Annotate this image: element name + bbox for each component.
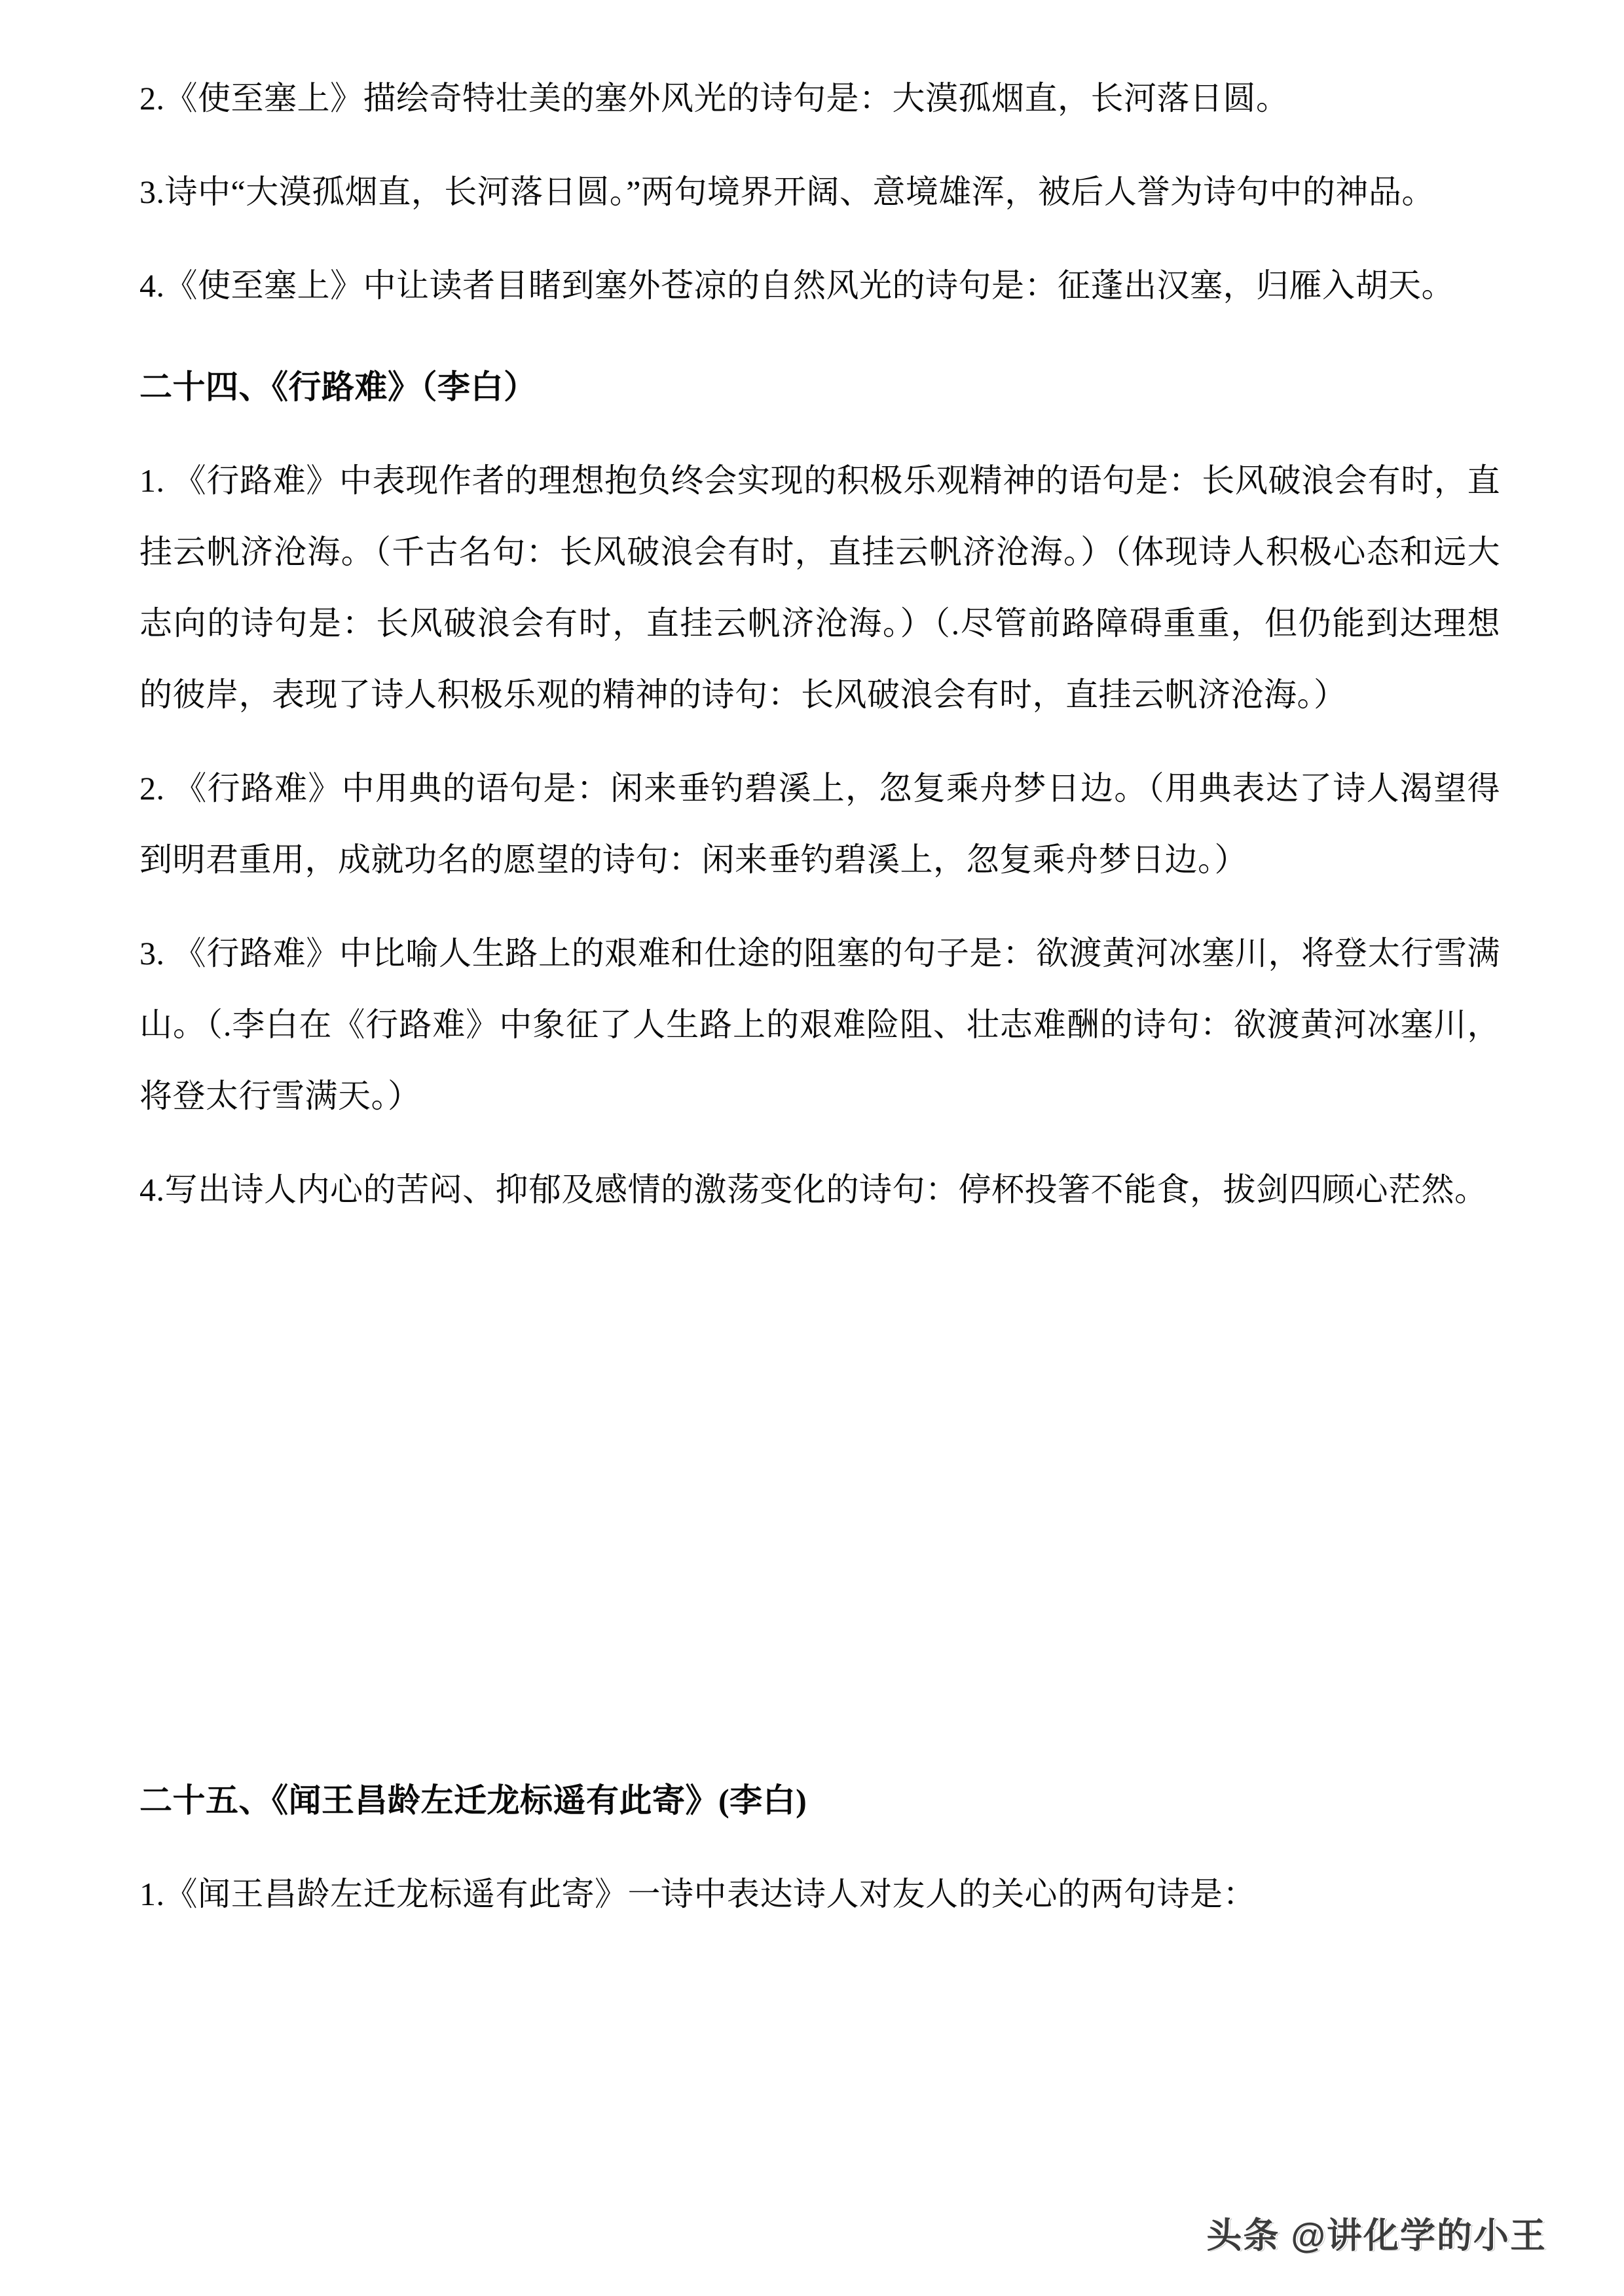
paragraph-item-2-shizhisaishang: 2.《使至塞上》描绘奇特壮美的塞外风光的诗句是：大漠孤烟直，长河落日圆。 (139, 80, 1289, 117)
paragraph-item-4-shizhisaishang: 4.《使至塞上》中让读者目睹到塞外苍凉的自然风光的诗句是：征蓬出汉塞，归雁入胡天。 (139, 267, 1454, 304)
paragraph-item-24-2: 2. 《行路难》中用典的语句是：闲来垂钓碧溪上，忽复乘舟梦日边。（用典表达了诗人渴望得到明君重用，成就功名的愿望的诗句：闲来垂钓碧溪上，忽复乘舟梦日边。） (139, 770, 1500, 878)
paragraph-item-24-3: 3. 《行路难》中比喻人生路上的艰难和仕途的阻塞的句子是：欲渡黄河冰塞川，将登太行雪满山。（.李白在《行路难》中象征了人生路上的艰难险阻、壮志难酬的诗句：欲渡黄河冰塞川，将登太行雪满天。） (139, 935, 1500, 1114)
blank-spacer (139, 1248, 1500, 1444)
section-heading-24: 二十四、《行路难》（李白） (139, 369, 537, 405)
paragraph-item-24-1: 1. 《行路难》中表现作者的理想抱负终会实现的积极乐观精神的语句是：长风破浪会有时，直挂云帆济沧海。（千古名句：长风破浪会有时，直挂云帆济沧海。）（体现诗人积极心态和远大志向的诗句是：长风破浪会有时，直挂云帆济沧海。）（.尽管前路障碍重重，但仍能到达理想的彼岸，表现了诗人积极乐观的精神的诗句：长风破浪会有时，直挂云帆济沧海。） (139, 462, 1500, 713)
watermark (1206, 2208, 1547, 2258)
paragraph-item-3-shizhong: 3.诗中“大漠孤烟直，长河落日圆。”两句境界开阔、意境雄浑，被后人誉为诗句中的神品。 (139, 173, 1435, 210)
watermark-text: 头条 @讲化学的小王 (1206, 2216, 1547, 2255)
document-body (139, 63, 1500, 1952)
section-heading-25: 二十五、《闻王昌龄左迁龙标遥有此寄》(李白) (139, 1782, 807, 1819)
paragraph-item-25-1: 1.《闻王昌龄左迁龙标遥有此寄》一诗中表达诗人对友人的关心的两句诗是： (139, 1876, 1256, 1912)
paragraph-item-24-4: 4.写出诗人内心的苦闷、抑郁及感情的激荡变化的诗句：停杯投箸不能食，拔剑四顾心茫然。 (139, 1171, 1488, 1208)
